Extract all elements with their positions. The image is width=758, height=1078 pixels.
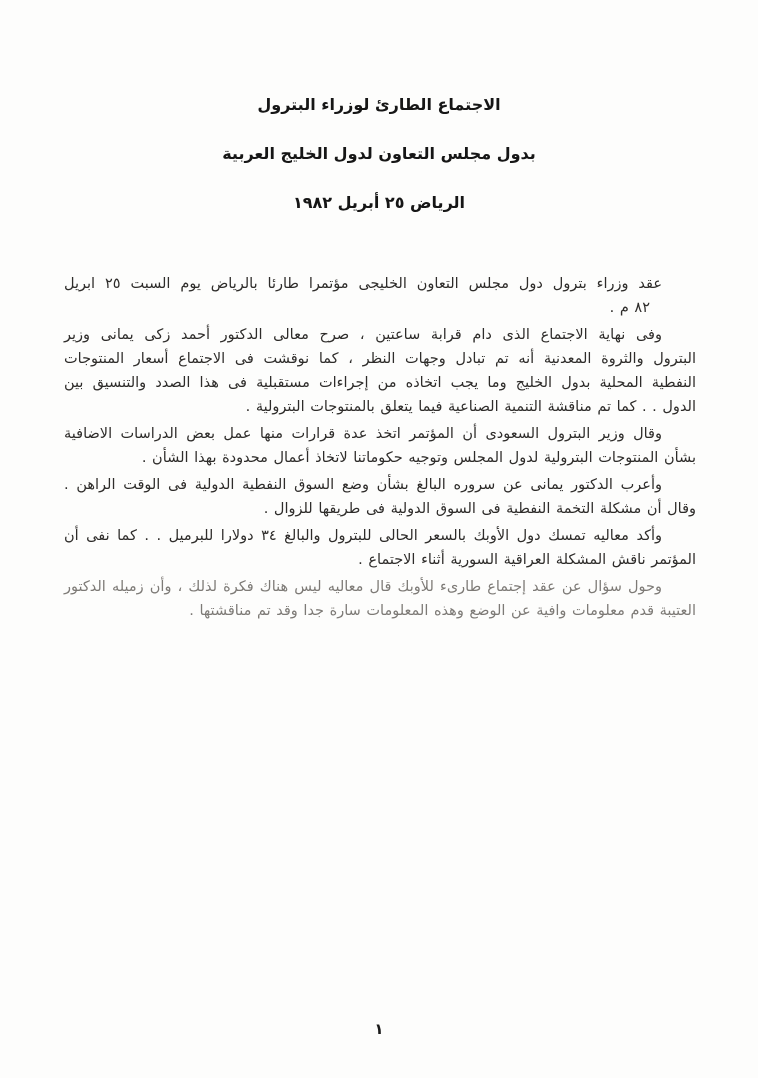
text-line: عقد وزراء بترول دول مجلس التعاون الخليجى مؤتمرا طارئا بالرياض يوم السبت ٢٥ ابريل: [64, 276, 662, 292]
paragraph: [64, 272, 696, 320]
text-line: البترول والثروة المعدنية أنه تم تبادل وجهات النظر ، كما نوقشت فى الاجتماع أسعار المنتوجات: [64, 351, 696, 367]
text-line: وقال أن مشكلة التخمة النفطية فى السوق الدولية فى طريقها للزوال .: [263, 501, 696, 517]
paragraph: [64, 473, 696, 521]
text-line: الدول . . كما تم مناقشة التنمية الصناعية فيما يتعلق بالمنتوجات البترولية .: [245, 399, 696, 415]
text-line: النفطية المحلية بدول الخليج وما يجب اتخاذه من إجراءات مستقبلية فى هذا الصدد والتنسيق بين: [64, 375, 696, 391]
paragraph: [64, 575, 696, 623]
text-line: بشأن المنتوجات البترولية لدول المجلس وتوجيه حكوماتنا لاتخاذ أعمال محدودة بهذا الشأن .: [141, 450, 696, 466]
text-line: وحول سؤال عن عقد إجتماع طارىء للأوبك قال معاليه ليس هناك فكرة لذلك ، وأن زميله الدكتور: [64, 579, 662, 595]
document-title: [0, 80, 758, 227]
paragraph: [64, 524, 696, 572]
text-line: وقال وزير البترول السعودى أن المؤتمر اتخذ عدة قرارات منها عمل بعض الدراسات الاضافية: [64, 426, 662, 442]
document-body: [64, 272, 696, 626]
text-line: ٨٢ م .: [609, 300, 650, 316]
text-line: وأعرب الدكتور يمانى عن سروره البالغ بشأن وضع السوق النفطية الدولية فى الوقت الراهن .: [64, 477, 662, 493]
text-line: وفى نهاية الاجتماع الذى دام قرابة ساعتين ، صرح معالى الدكتور أحمد زكى يمانى وزير: [64, 327, 662, 343]
title-line-1: الاجتماع الطارئ لوزراء البترول: [257, 95, 501, 114]
text-line: المؤتمر ناقش المشكلة العراقية السورية أثناء الاجتماع .: [358, 552, 696, 568]
text-line: وأكد معاليه تمسك دول الأوبك بالسعر الحالى للبترول والبالغ ٣٤ دولارا للبرميل . . كما نفى أن: [64, 528, 662, 544]
text-line: العتيبة قدم معلومات وافية عن الوضع وهذه المعلومات سارة جدا وقد تم مناقشتها .: [189, 603, 696, 619]
title-line-3: الرياض ٢٥ أبريل ١٩٨٢: [292, 193, 466, 212]
title-line-2: بدول مجلس التعاون لدول الخليج العربية: [222, 144, 536, 163]
page-number: ١: [374, 1020, 384, 1038]
paragraph: [64, 422, 696, 470]
paragraph: [64, 323, 696, 419]
